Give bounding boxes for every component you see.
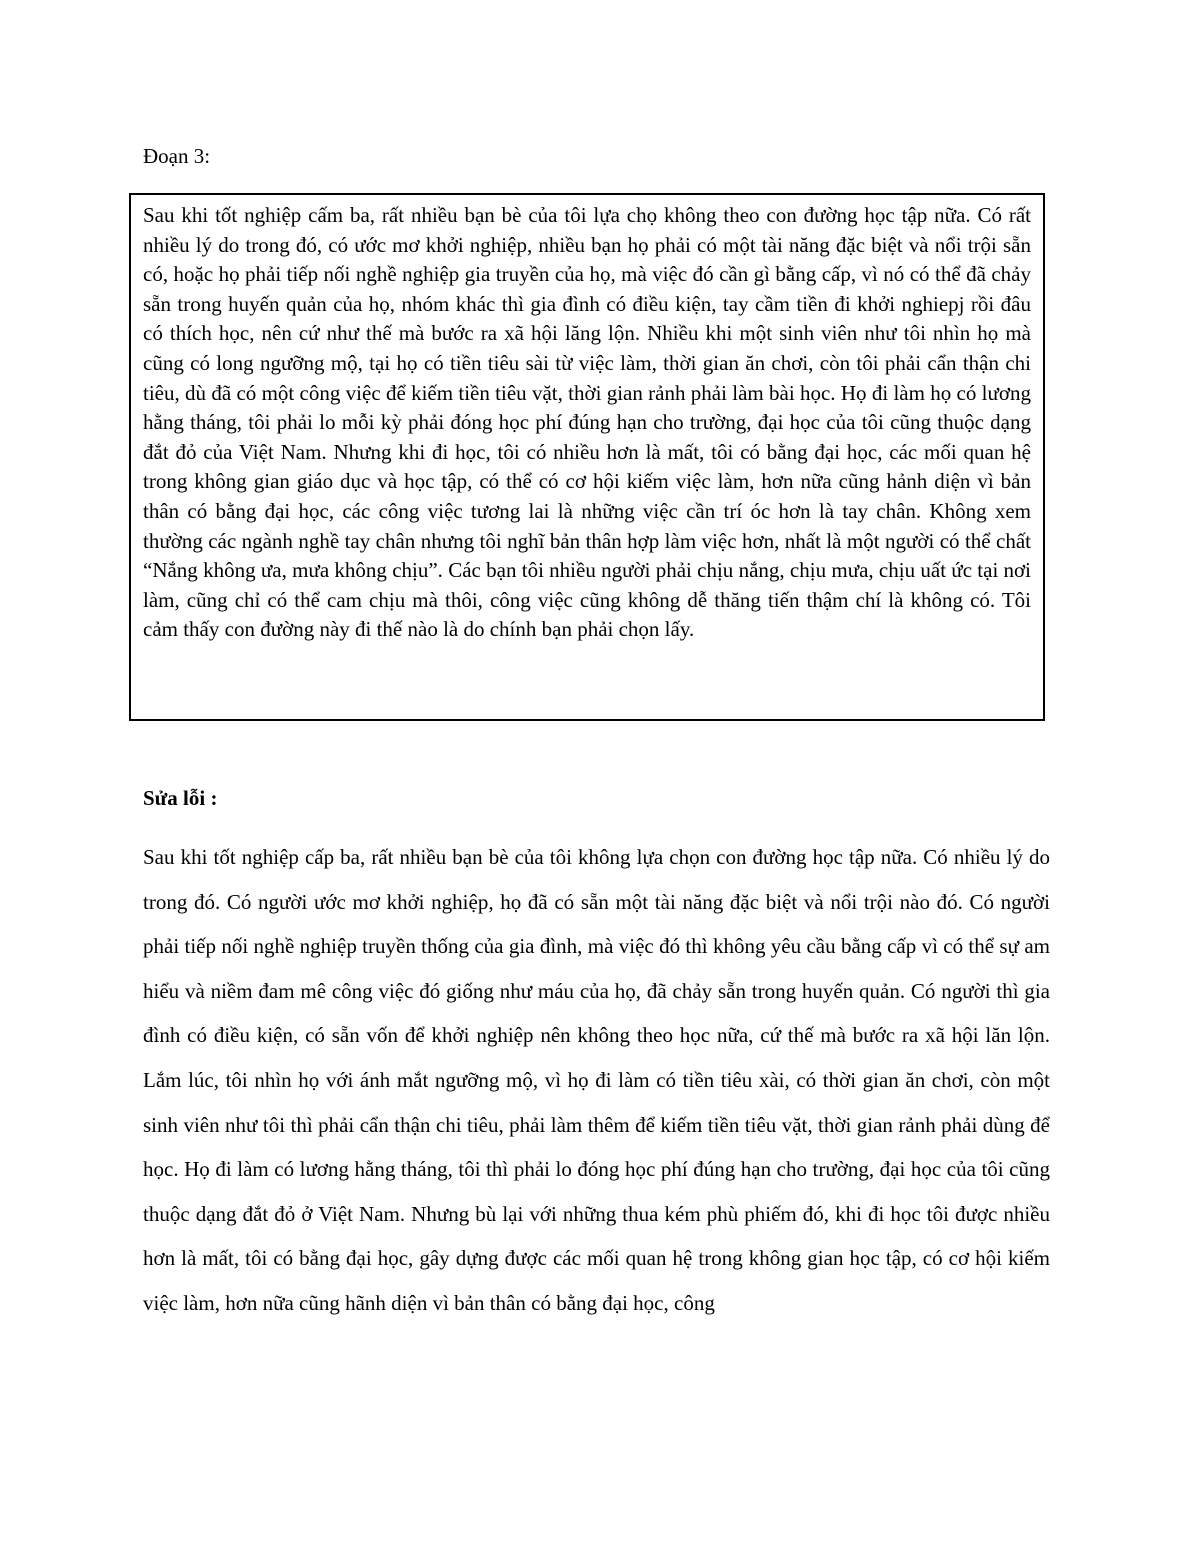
original-paragraph-box: Sau khi tốt nghiệp cấm ba, rất nhiều bạn bè của tôi lựa chọ không theo con đường học tập nữa. Có rất nhiều lý do trong đó, có ước mơ khởi nghiệp, nhiều bạn họ phải có một tài năng đặc biệt và nổi trội sẵn có, hoặc họ phải tiếp nối nghề nghiệp gia truyền của họ, mà việc đó cần gì bằng cấp, vì nó có thể đã chảy sẵn trong huyến quản của họ, nhóm khác thì gia đình có điều kiện, tay cầm tiền đi khởi nghiepj rồi đâu có thích học, nên cứ như thế mà bước ra xã hội lăng lộn. Nhiều khi một sinh viên như tôi nhìn họ mà cũng có long ngưỡng mộ, tại họ có tiền tiêu sài từ việc làm, thời gian ăn chơi, còn tôi phải cẩn thận chi tiêu, dù đã có một công việc để kiếm tiền tiêu vặt, thời gian rảnh phải làm bài học. Họ đi làm họ có lương hằng tháng, tôi phải lo mỗi kỳ phải đóng học phí đúng hạn cho trường, đại học của tôi cũng thuộc dạng đắt đỏ của Việt Nam. Nhưng khi đi học, tôi có nhiều hơn là mất, tôi có bằng đại học, các mối quan hệ trong không gian giáo dục và học tập, có thể có cơ hội kiếm việc làm, hơn nữa cũng hảnh diện vì bản thân có bằng đại học, các công việc tương lai là những việc cần trí óc hơn là tay chân. Không xem thường các ngành nghề tay chân nhưng tôi nghĩ bản thân hợp làm việc hơn, nhất là một người có thể chất “Nắng không ưa, mưa không chịu”. Các bạn tôi nhiều người phải chịu nắng, chịu mưa, chịu uất ức tại nơi làm, cũng chỉ có thể cam chịu mà thôi, công việc cũng không dễ thăng tiến thậm chí là không có. Tôi cảm thấy con đường này đi thế nào là do chính bạn phải chọn lấy. <box>129 193 1045 721</box>
section-label: Đoạn 3: <box>143 144 211 168</box>
correction-heading: Sửa lỗi : <box>143 786 218 810</box>
corrected-paragraph: Sau khi tốt nghiệp cấp ba, rất nhiều bạn bè của tôi không lựa chọn con đường học tập nữa. Có nhiều lý do trong đó. Có người ước mơ khởi nghiệp, họ đã có sẵn một tài năng đặc biệt và nổi trội nào đó. Có người phải tiếp nối nghề nghiệp truyền thống của gia đình, mà việc đó thì không yêu cầu bằng cấp vì có thể sự am hiểu và niềm đam mê công việc đó giống như máu của họ, đã chảy sẵn trong huyến quản. Có người thì gia đình có điều kiện, có sẵn vốn để khởi nghiệp nên không theo học nữa, cứ thế mà bước ra xã hội lăn lộn. Lắm lúc, tôi nhìn họ với ánh mắt ngưỡng mộ, vì họ đi làm có tiền tiêu xài, có thời gian ăn chơi, còn một sinh viên như tôi thì phải cẩn thận chi tiêu, phải làm thêm để kiếm tiền tiêu vặt, thời gian rảnh phải dùng để học. Họ đi làm có lương hằng tháng, tôi thì phải lo đóng học phí đúng hạn cho trường, đại học của tôi cũng thuộc dạng đắt đỏ ở Việt Nam. Nhưng bù lại với những thua kém phù phiếm đó, khi đi học tôi được nhiều hơn là mất, tôi có bằng đại học, gây dựng được các mối quan hệ trong không gian học tập, có cơ hội kiếm việc làm, hơn nữa cũng hãnh diện vì bản thân có bằng đại học, công <box>143 845 1050 1315</box>
